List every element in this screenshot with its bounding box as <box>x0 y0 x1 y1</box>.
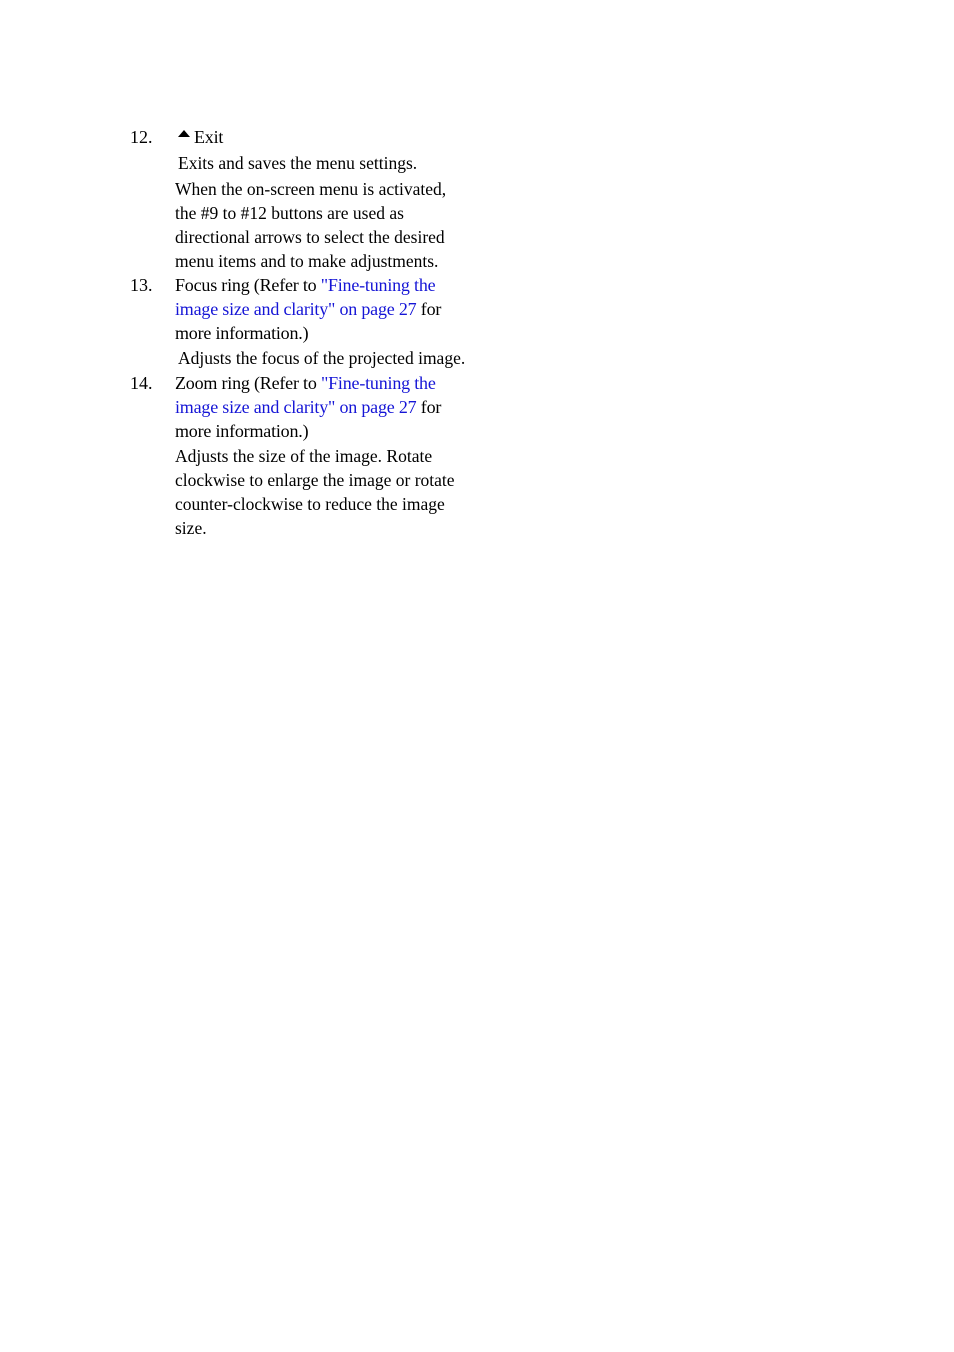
heading-suffix: for <box>416 397 442 417</box>
item-title: Exit <box>194 127 224 147</box>
item-heading <box>175 371 505 443</box>
cross-reference-link[interactable]: image size and clarity" on page 27 <box>175 299 417 319</box>
item-description <box>175 444 505 540</box>
item-number: 12. <box>130 127 153 147</box>
item-body <box>175 273 505 370</box>
item-description-extra <box>175 177 505 273</box>
item-heading <box>175 125 505 149</box>
description-line: size. <box>175 518 207 538</box>
heading-suffix: for <box>416 299 442 319</box>
item-description: Adjusts the focus of the projected image. <box>178 348 466 368</box>
cross-reference-link[interactable]: image size and clarity" on page 27 <box>175 397 417 417</box>
cross-reference-link[interactable]: "Fine-tuning the <box>320 275 436 295</box>
cross-reference-link[interactable]: "Fine-tuning the <box>320 373 436 393</box>
item-description: Exits and saves the menu settings. <box>178 153 418 173</box>
item-heading <box>175 273 505 345</box>
item-number: 14. <box>130 373 153 393</box>
description-line: counter-clockwise to reduce the image <box>175 494 445 514</box>
heading-prefix: Focus ring (Refer to <box>175 275 321 295</box>
heading-prefix: Zoom ring (Refer to <box>175 373 321 393</box>
heading-line <box>175 273 505 297</box>
description-line: When the on-screen menu is activated, <box>175 179 447 199</box>
heading-line: more information.) <box>175 323 309 343</box>
heading-line <box>175 395 505 419</box>
up-arrow-icon <box>178 130 190 137</box>
heading-line <box>175 371 505 395</box>
description-line: the #9 to #12 buttons are used as <box>175 203 404 223</box>
description-line: clockwise to enlarge the image or rotate <box>175 470 455 490</box>
item-body <box>175 371 505 540</box>
heading-line: more information.) <box>175 421 309 441</box>
description-line: Adjusts the size of the image. Rotate <box>175 446 433 466</box>
description-line: menu items and to make adjustments. <box>175 251 439 271</box>
heading-line <box>175 297 505 321</box>
item-number: 13. <box>130 275 153 295</box>
item-body <box>175 125 505 273</box>
description-line: directional arrows to select the desired <box>175 227 445 247</box>
